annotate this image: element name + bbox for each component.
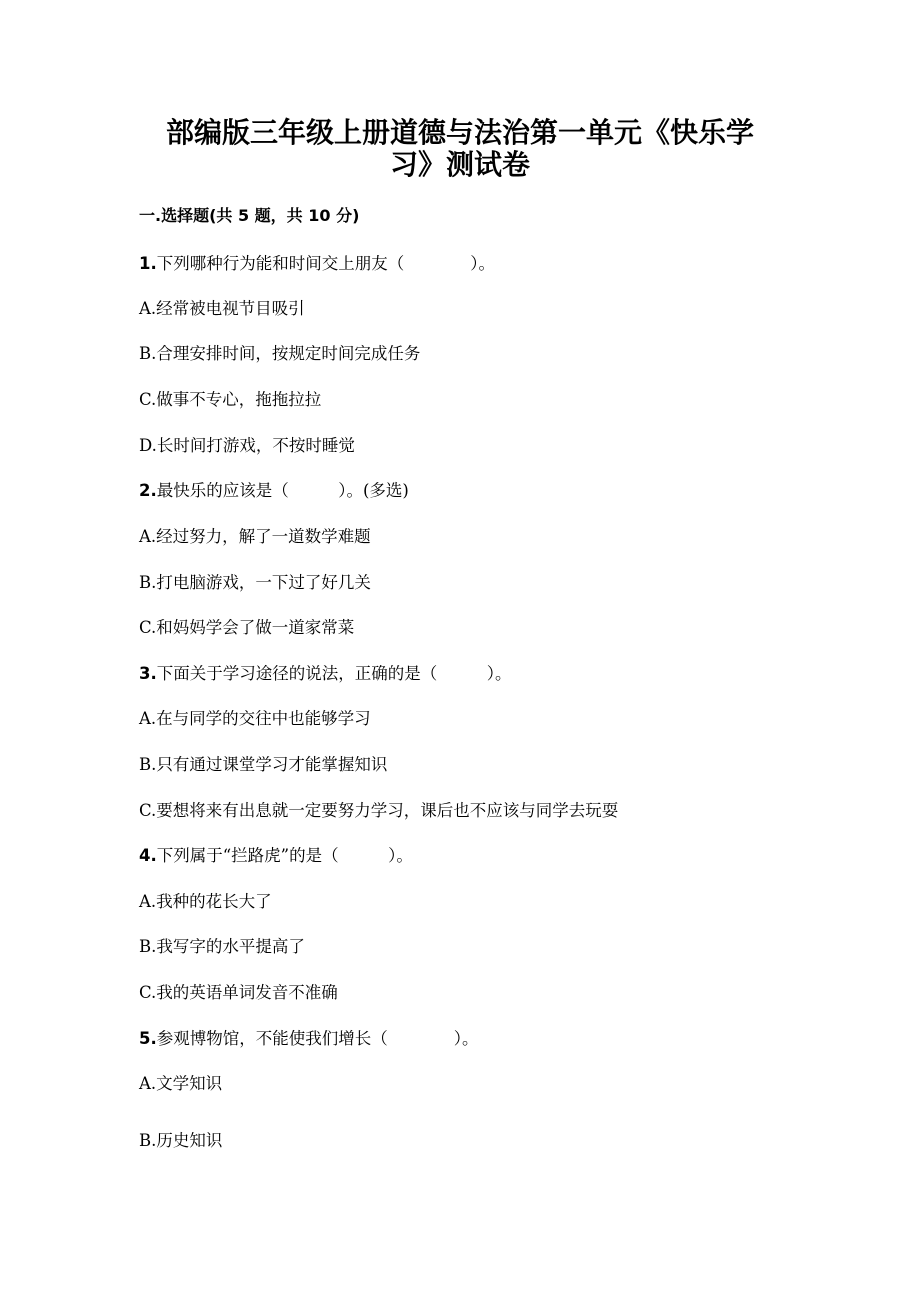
option-letter: A.	[139, 527, 157, 546]
option-letter: C.	[139, 983, 157, 1002]
option-text: 文学知识	[156, 1074, 223, 1093]
option-text: 在与同学的交往中也能够学习	[156, 709, 371, 728]
option-letter: B.	[139, 573, 157, 592]
question-number: 3.	[139, 664, 157, 683]
option-letter: C.	[139, 618, 157, 637]
page-title-line-1: 部编版三年级上册道德与法治第一单元《快乐学	[165, 116, 754, 149]
question-3	[139, 662, 512, 686]
option-letter: D.	[139, 436, 157, 455]
option-text: 我写字的水平提高了	[156, 937, 305, 956]
question-1	[139, 252, 495, 276]
option-letter: B.	[139, 344, 157, 363]
option-letter: A.	[139, 892, 157, 911]
option-letter: A.	[139, 299, 157, 318]
question-text: 参观博物馆，不能使我们增长（ ）。	[156, 1029, 479, 1048]
option-1d	[139, 434, 355, 458]
option-letter: B.	[139, 937, 157, 956]
option-4a	[139, 890, 272, 914]
option-text: 我种的花长大了	[156, 892, 272, 911]
option-3b	[139, 753, 387, 777]
option-text: 经常被电视节目吸引	[156, 299, 305, 318]
option-letter: B.	[139, 1131, 157, 1150]
option-text: 长时间打游戏，不按时睡觉	[156, 436, 355, 455]
question-number: 5.	[139, 1029, 157, 1048]
option-text: 经过努力，解了一道数学难题	[156, 527, 371, 546]
option-letter: C.	[139, 801, 157, 820]
option-text: 合理安排时间，按规定时间完成任务	[156, 344, 421, 363]
option-4c	[139, 981, 338, 1005]
option-3a	[139, 707, 371, 731]
option-4b	[139, 935, 305, 959]
question-text: 最快乐的应该是（ ）。(多选)	[156, 481, 409, 500]
question-number: 1.	[139, 254, 157, 273]
option-1c	[139, 388, 321, 412]
option-2c	[139, 616, 354, 640]
option-text: 做事不专心，拖拖拉拉	[156, 390, 322, 409]
option-5b	[139, 1129, 222, 1153]
question-2	[139, 479, 409, 503]
question-text: 下列哪种行为能和时间交上朋友（ ）。	[156, 254, 495, 273]
section-heading: 一.选择题(共 5 题，共 10 分)	[139, 206, 360, 225]
option-2a	[139, 525, 371, 549]
option-2b	[139, 571, 371, 595]
option-1b	[139, 342, 420, 366]
question-number: 2.	[139, 481, 157, 500]
page-title-line-2: 习》测试卷	[389, 148, 530, 181]
question-number: 4.	[139, 846, 157, 865]
option-text: 和妈妈学会了做一道家常菜	[156, 618, 355, 637]
option-text: 我的英语单词发音不准确	[156, 983, 338, 1002]
option-letter: C.	[139, 390, 157, 409]
question-text: 下面关于学习途径的说法，正确的是（ ）。	[156, 664, 512, 683]
option-5a	[139, 1072, 222, 1096]
option-letter: A.	[139, 709, 157, 728]
question-4	[139, 844, 413, 868]
option-text: 历史知识	[156, 1131, 223, 1150]
option-letter: A.	[139, 1074, 157, 1093]
option-3c	[139, 799, 618, 823]
option-letter: B.	[139, 755, 157, 774]
option-1a	[139, 297, 305, 321]
option-text: 要想将来有出息就一定要努力学习，课后也不应该与同学去玩耍	[156, 801, 619, 820]
question-text: 下列属于“拦路虎”的是（ ）。	[156, 846, 413, 865]
option-text: 只有通过课堂学习才能掌握知识	[156, 755, 388, 774]
option-text: 打电脑游戏，一下过了好几关	[156, 573, 371, 592]
question-5	[139, 1027, 479, 1051]
